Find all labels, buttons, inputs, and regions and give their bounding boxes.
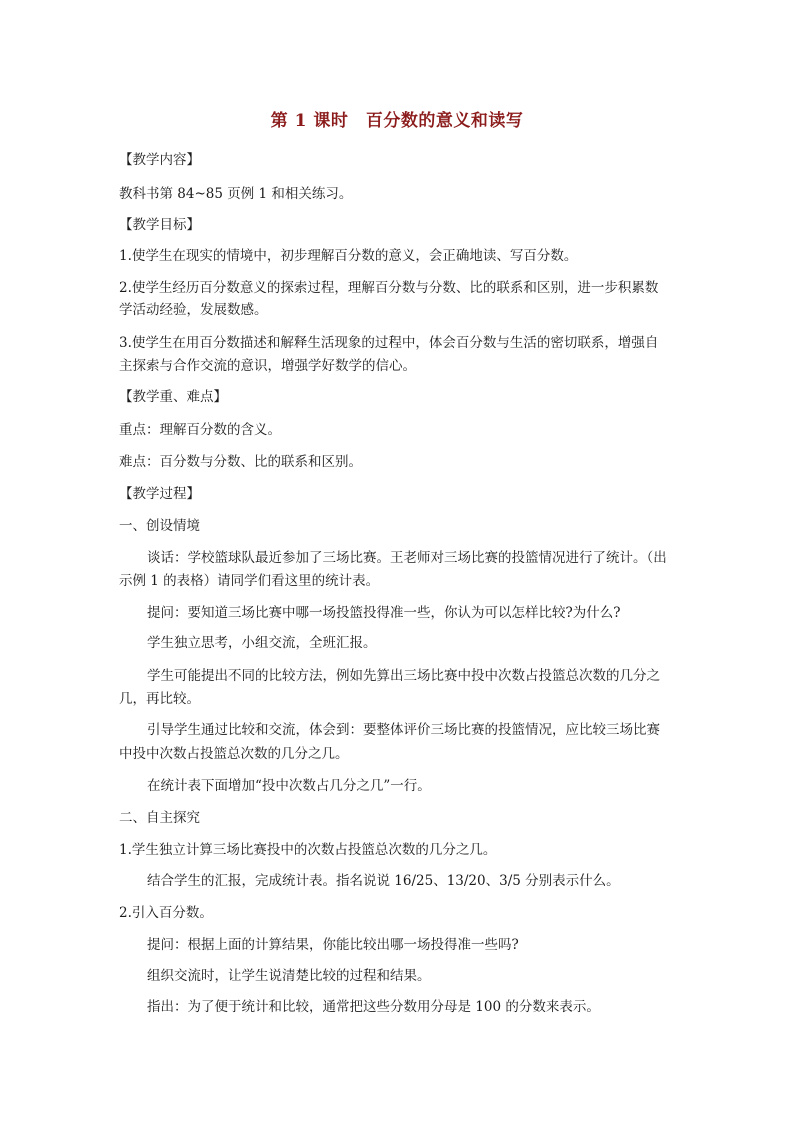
section-heading: 二、自主探究	[119, 810, 200, 826]
paragraph: 教科书第 84~85 页例 1 和相关练习。	[119, 186, 353, 202]
paragraph: 学生独立思考，小组交流，全班汇报。	[147, 635, 377, 651]
paragraph: 在统计表下面增加“投中次数占几分之几”一行。	[147, 778, 431, 794]
page-title: 第 1 课时 百分数的意义和读写	[270, 111, 524, 131]
paragraph: 学生可能提出不同的比较方法，例如先算出三场比赛中投中次数占投篮总次数的几分之	[147, 668, 660, 684]
paragraph: 谈话：学校篮球队最近参加了三场比赛。王老师对三场比赛的投篮情况进行了统计。（出	[147, 550, 667, 566]
paragraph: 2.使学生经历百分数意义的探索过程，理解百分数与分数、比的联系和区别，进一步积累数	[119, 280, 659, 296]
heading-teaching-goals: 【教学目标】	[119, 217, 200, 233]
section-heading: 一、创设情境	[119, 518, 200, 534]
paragraph: 主探索与合作交流的意识，增强学好数学的信心。	[119, 358, 416, 374]
paragraph: 引导学生通过比较和交流，体会到：要整体评价三场比赛的投篮情况，应比较三场比赛	[147, 722, 660, 738]
paragraph: 指出：为了便于统计和比较，通常把这些分数用分母是 100 的分数来表示。	[147, 999, 600, 1015]
paragraph: 示例 1 的表格）请同学们看这里的统计表。	[119, 573, 380, 589]
paragraph: 重点：理解百分数的含义。	[119, 422, 281, 438]
paragraph: 1.学生独立计算三场比赛投中的次数占投篮总次数的几分之几。	[119, 842, 497, 858]
paragraph: 提问：要知道三场比赛中哪一场投篮投得准一些，你认为可以怎样比较?为什么?	[147, 605, 621, 621]
heading-key-points: 【教学重、难点】	[119, 389, 227, 405]
heading-teaching-process: 【教学过程】	[119, 486, 200, 502]
paragraph: 组织交流时，让学生说清楚比较的过程和结果。	[147, 968, 431, 984]
paragraph: 1.使学生在现实的情境中，初步理解百分数的意义，会正确地读、写百分数。	[119, 248, 578, 264]
paragraph: 结合学生的汇报，完成统计表。指名说说 16/25、13/20、3/5 分别表示什么。	[147, 873, 620, 889]
paragraph: 学活动经验，发展数感。	[119, 302, 268, 318]
paragraph: 几，再比较。	[119, 691, 200, 707]
paragraph: 3.使学生在用百分数描述和解释生活现象的过程中，体会百分数与生活的密切联系，增强自	[119, 335, 659, 351]
paragraph: 2.引入百分数。	[119, 905, 213, 921]
paragraph: 难点：百分数与分数、比的联系和区别。	[119, 454, 362, 470]
paragraph: 中投中次数占投篮总次数的几分之几。	[119, 746, 349, 762]
paragraph: 提问：根据上面的计算结果，你能比较出哪一场投得准一些吗?	[147, 937, 519, 953]
heading-teaching-content: 【教学内容】	[119, 152, 200, 168]
